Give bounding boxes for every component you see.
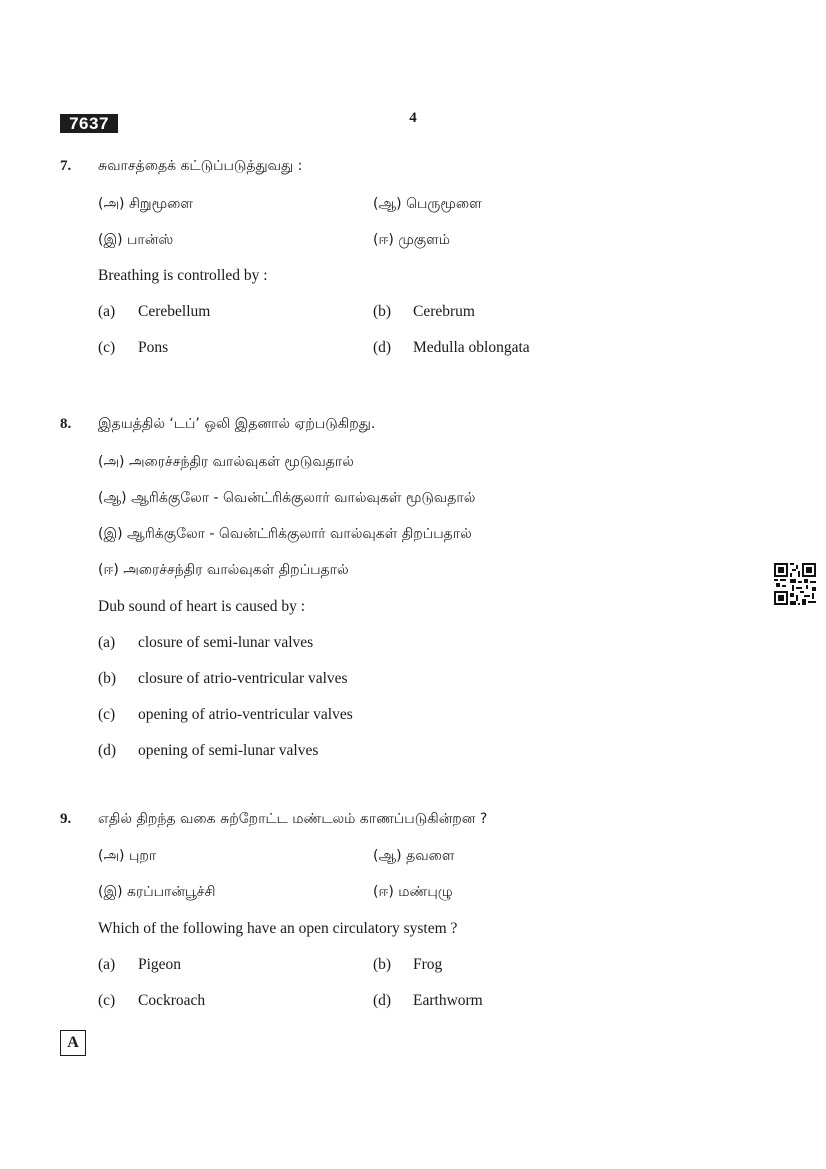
q9-english-option-b-label: (b) <box>373 956 392 973</box>
q7-english-option-c-label: (c) <box>98 339 116 356</box>
q9-tamil-option-b: (ஆ) தவளை <box>373 848 455 864</box>
qr-code-icon <box>774 563 816 605</box>
q9-tamil-option-d: (ஈ) மண்புழு <box>373 884 453 900</box>
q8-english-option-a-text: closure of semi-lunar valves <box>138 634 314 651</box>
q9-tamil-option-c: (இ) கரப்பான்பூச்சி <box>98 884 216 900</box>
question-7-tamil-text: சுவாசத்தைக் கட்டுப்படுத்துவது : <box>98 158 303 174</box>
q7-english-option-a-label: (a) <box>98 303 116 320</box>
q8-tamil-option-d: (ஈ) அரைச்சந்திர வால்வுகள் திறப்பதால் <box>98 562 349 578</box>
q7-english-option-a-text: Cerebellum <box>138 303 211 320</box>
q9-english-option-a-text: Pigeon <box>138 956 182 973</box>
q8-tamil-option-b: (ஆ) ஆரிக்குலோ - வென்ட்ரிக்குலார் வால்வுகள் மூடுவதால் <box>98 490 476 506</box>
q8-english-option-c-text: opening of atrio-ventricular valves <box>138 706 353 723</box>
question-7-number: 7. <box>60 158 72 174</box>
q8-tamil-option-c: (இ) ஆரிக்குலோ - வென்ட்ரிக்குலார் வால்வுகள் திறப்பதால் <box>98 526 472 542</box>
q8-english-option-d-text: opening of semi-lunar valves <box>138 742 319 759</box>
q9-english-option-a-label: (a) <box>98 956 116 973</box>
q7-english-option-d-label: (d) <box>373 339 392 356</box>
q9-english-option-b-text: Frog <box>413 956 443 973</box>
question-7-english-text: Breathing is controlled by : <box>98 267 268 284</box>
q9-tamil-option-a: (அ) புறா <box>98 848 157 864</box>
q8-tamil-option-a: (அ) அரைச்சந்திர வால்வுகள் மூடுவதால் <box>98 454 354 470</box>
q7-tamil-option-a: (அ) சிறுமூளை <box>98 196 193 212</box>
q8-english-option-b-text: closure of atrio-ventricular valves <box>138 670 348 687</box>
q7-tamil-option-b: (ஆ) பெருமூளை <box>373 196 482 212</box>
q9-english-option-c-label: (c) <box>98 992 116 1009</box>
q9-english-option-c-text: Cockroach <box>138 992 206 1009</box>
q7-english-option-b-text: Cerebrum <box>413 303 475 320</box>
q8-english-option-a-label: (a) <box>98 634 116 651</box>
question-8-tamil-text: இதயத்தில் ‘டப்’ ஒலி இதனால் ஏற்படுகிறது. <box>98 416 376 432</box>
q7-english-option-b-label: (b) <box>373 303 392 320</box>
question-9-number: 9. <box>60 811 72 827</box>
q8-english-option-d-label: (d) <box>98 742 117 759</box>
question-9-english-text: Which of the following have an open circulatory system ? <box>98 920 458 937</box>
section-label-box: A <box>60 1030 86 1056</box>
paper-code-badge: 7637 <box>60 114 118 133</box>
q9-english-option-d-label: (d) <box>373 992 392 1009</box>
question-8-number: 8. <box>60 416 72 432</box>
question-8-english-text: Dub sound of heart is caused by : <box>98 598 306 615</box>
q7-english-option-d-text: Medulla oblongata <box>413 339 530 356</box>
q7-tamil-option-d: (ஈ) முகுளம் <box>373 232 451 248</box>
page-number: 4 <box>409 110 417 126</box>
q8-english-option-b-label: (b) <box>98 670 117 687</box>
q9-english-option-d-text: Earthworm <box>413 992 483 1009</box>
q8-english-option-c-label: (c) <box>98 706 116 723</box>
q7-tamil-option-c: (இ) பான்ஸ் <box>98 232 174 248</box>
q7-english-option-c-text: Pons <box>138 339 169 356</box>
question-9-tamil-text: எதில் திறந்த வகை சுற்றோட்ட மண்டலம் காணப்படுகின்றன ? <box>98 811 488 827</box>
